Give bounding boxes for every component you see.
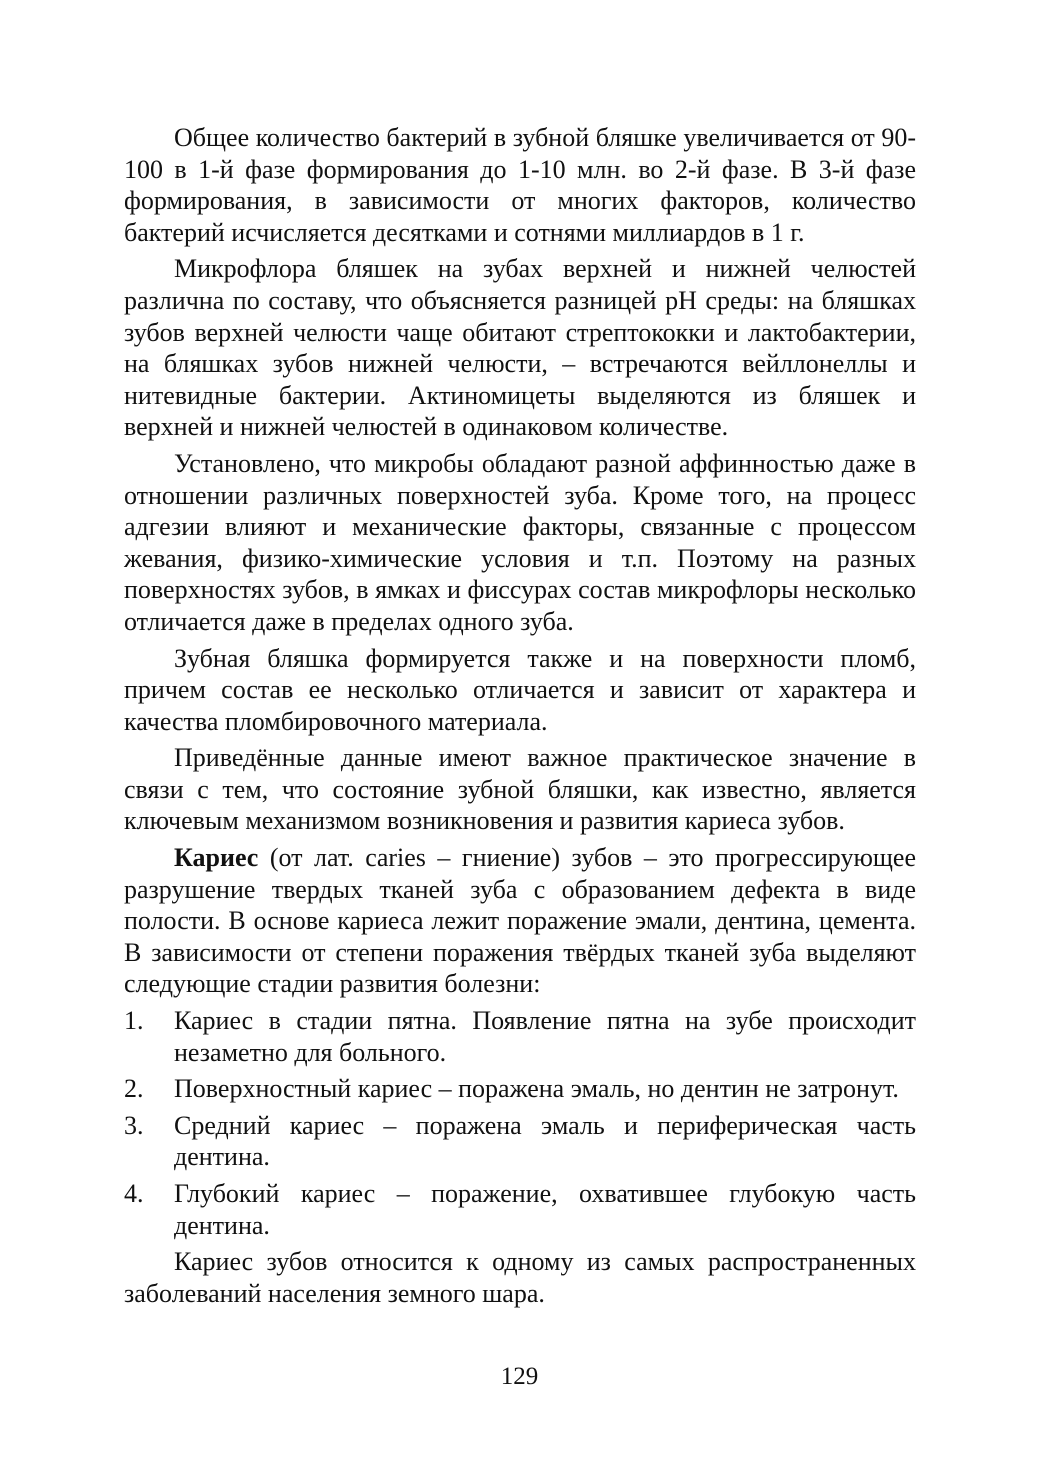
list-item-text: Кариес в стадии пятна. Появление пятна на зубе происходит незаметно для больного. (174, 1006, 916, 1067)
page-body (124, 122, 916, 1309)
caries-term: Кариес (174, 843, 259, 873)
paragraph-bacteria-count: Общее количество бактерий в зубной бляшке увеличивается от 90-100 в 1-й фазе формирования до 1-10 млн. во 2-й фазе. В 3-й фазе формирования, в зависимости от многих факторов, количество бактерий исчисляется десятками и сотнями миллиардов в 1 г. (124, 123, 916, 247)
paragraph-caries-prevalence: Кариес зубов относится к одному из самых распространенных заболеваний населения земного шара. (124, 1247, 916, 1308)
paragraph-microflora-jaws: Микрофлора бляшек на зубах верхней и нижней челюстей различна по составу, что объясняется разницей рН среды: на бляшках зубов верхней челюсти чаще обитают стрептококки и лактобактерии, на бляшках зубов нижней челюсти, – встречаются вейллонеллы и нитевидные бактерии. Актиномицеты выделяются из бляшек и верхней и нижней челюстей в одинаковом количестве. (124, 254, 916, 442)
list-item-number: 1. (124, 1006, 144, 1036)
list-item (124, 1073, 916, 1105)
page-number: 129 (500, 1363, 539, 1390)
list-item-text: Поверхностный кариес – поражена эмаль, но дентин не затронут. (174, 1074, 899, 1104)
list-item (124, 1178, 916, 1241)
list-item-number: 3. (124, 1110, 144, 1140)
paragraph-fillings: Зубная бляшка формируется также и на поверхности пломб, причем состав ее несколько отличается и зависит от характера и качества пломбировочного материала. (124, 643, 916, 736)
paragraph-practical-significance: Приведённые данные имеют важное практическое значение в связи с тем, что состояние зубной бляшки, как известно, является ключевым механизмом возникновения и развития кариеса зубов. (124, 743, 916, 836)
paragraph-caries-definition (124, 842, 916, 1000)
list-item-number: 2. (124, 1074, 144, 1104)
caries-stages-list (124, 1005, 916, 1241)
paragraph-affinity: Установлено, что микробы обладают разной аффинностью даже в отношении различных поверхностей зуба. Кроме того, на процесс адгезии влияют и механические факторы, связанные с процессом жевания, физико-химические условия и т.п. Поэтому на разных поверхностях зубов, в ямках и фиссурах состав микрофлоры несколько отличается даже в пределах одного зуба. (124, 448, 916, 636)
list-item-number: 4. (124, 1179, 144, 1208)
caries-definition-text: (от лат. caries – гниение) зубов – это прогрессирующее разрушение твердых тканей зуба с образованием дефекта в виде полости. В основе кариеса лежит поражение эмали, дентина, цемента. В зависимости от степени поражения твёрдых тканей зуба выделяют следующие стадии развития болезни: (124, 843, 916, 999)
list-item (124, 1005, 916, 1068)
list-item-text: Глубокий кариес – поражение, охватившее глубокую часть дентина. (174, 1179, 916, 1240)
list-item-text: Средний кариес – поражена эмаль и периферическая часть дентина. (174, 1110, 916, 1172)
list-item (124, 1110, 916, 1173)
